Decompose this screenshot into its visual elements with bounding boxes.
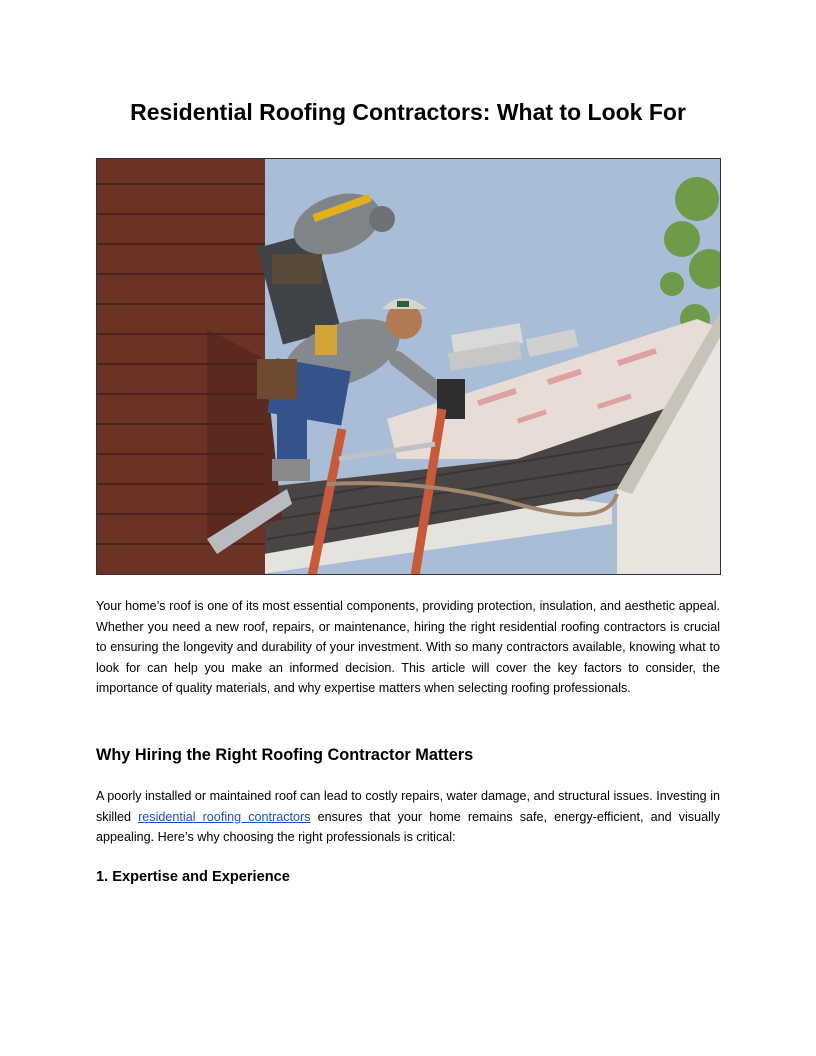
paragraph-text-before-link: A poorly installed or maintained roof can lead to costly repairs, water damage, and structural issues. Investing in skilled	[96, 789, 720, 824]
roofers-photo	[96, 158, 721, 575]
subheading-expertise-experience: 1. Expertise and Experience	[96, 869, 290, 885]
intro-paragraph: Your home’s roof is one of its most essential components, providing protection, insulation, and aesthetic appeal. Whether you need a new roof, repairs, or maintenance, hiring the right residential roofing contractors is crucial to ensuring the longevity and durability of your investment. With so many contractors available, knowing what to look for can help you make an informed decision. This article will cover the key factors to consider, the importance of quality materials, and why expertise matters when selecting roofing professionals.	[96, 599, 720, 695]
section-paragraph-why-hiring	[96, 786, 720, 848]
residential-roofing-contractors-link[interactable]: residential roofing contractors	[138, 809, 311, 824]
paragraph-text-after-link: ensures that your home remains safe, energy-efficient, and visually appealing. Here’s why choosing the right professionals is critical:	[96, 809, 721, 844]
section-heading-why-hiring: Why Hiring the Right Roofing Contractor Matters	[96, 746, 474, 764]
page-title: Residential Roofing Contractors: What to Look For	[130, 99, 686, 125]
